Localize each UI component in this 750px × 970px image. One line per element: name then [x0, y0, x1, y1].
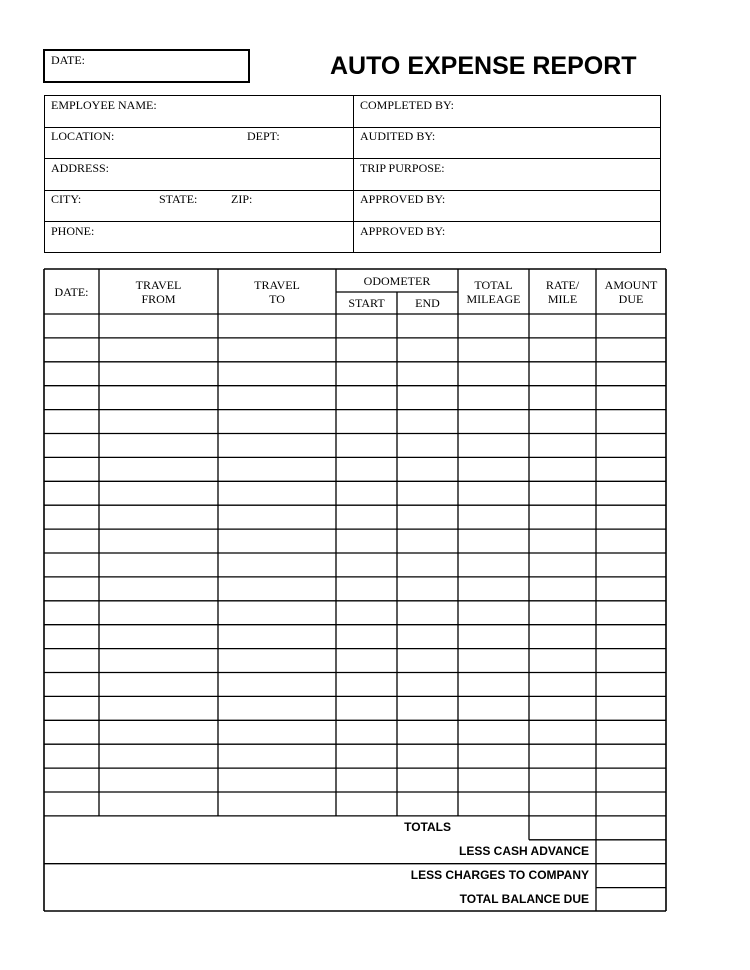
col-header-total-mileage-line1: TOTAL — [474, 278, 513, 292]
employee-name-label: EMPLOYEE NAME: — [51, 98, 157, 112]
completed-by-label: COMPLETED BY: — [360, 98, 454, 112]
approved-by-label: APPROVED BY: — [360, 224, 446, 238]
col-header-rate-mile-line1: RATE/ — [545, 278, 580, 292]
col-header-travel-to-line1: TRAVEL — [254, 278, 300, 292]
col-header-start: START — [348, 296, 385, 310]
col-header-rate-mile-line2: MILE — [547, 292, 578, 306]
location-label: LOCATION: — [51, 129, 115, 143]
page-title: AUTO EXPENSE REPORT — [330, 52, 637, 80]
col-header-date: DATE: — [54, 285, 89, 299]
city-label: CITY: — [51, 192, 82, 206]
col-header-amount-due — [596, 278, 666, 306]
col-header-odometer: ODOMETER — [363, 274, 431, 288]
col-header-rate-mile — [529, 278, 596, 306]
totals-label: TOTALS — [404, 820, 451, 834]
state-label: STATE: — [159, 192, 198, 206]
col-header-total-mileage — [458, 278, 529, 306]
col-header-travel-to-line2: TO — [269, 292, 285, 306]
address-label: ADDRESS: — [51, 161, 110, 175]
less-cash-advance-label: LESS CASH ADVANCE — [458, 844, 589, 858]
less-charges-label: LESS CHARGES TO COMPANY — [410, 868, 589, 882]
col-header-travel-from — [99, 278, 218, 306]
col-header-total-mileage-line2: MILEAGE — [466, 292, 521, 306]
date-label: DATE: — [51, 53, 85, 67]
approved-by-label: APPROVED BY: — [360, 192, 446, 206]
phone-label: PHONE: — [51, 224, 95, 238]
zip-label: ZIP: — [231, 192, 253, 206]
total-balance-due-label: TOTAL BALANCE DUE — [459, 892, 589, 906]
col-header-travel-from-line2: FROM — [141, 292, 176, 306]
trip-purpose-label: TRIP PURPOSE: — [360, 161, 445, 175]
dept-label: DEPT: — [247, 129, 280, 143]
col-header-travel-to — [218, 278, 336, 306]
col-header-end: END — [415, 296, 440, 310]
col-header-amount-due-line2: DUE — [618, 292, 644, 306]
col-header-travel-from-line1: TRAVEL — [135, 278, 182, 292]
col-header-amount-due-line1: AMOUNT — [604, 278, 658, 292]
audited-by-label: AUDITED BY: — [360, 129, 436, 143]
